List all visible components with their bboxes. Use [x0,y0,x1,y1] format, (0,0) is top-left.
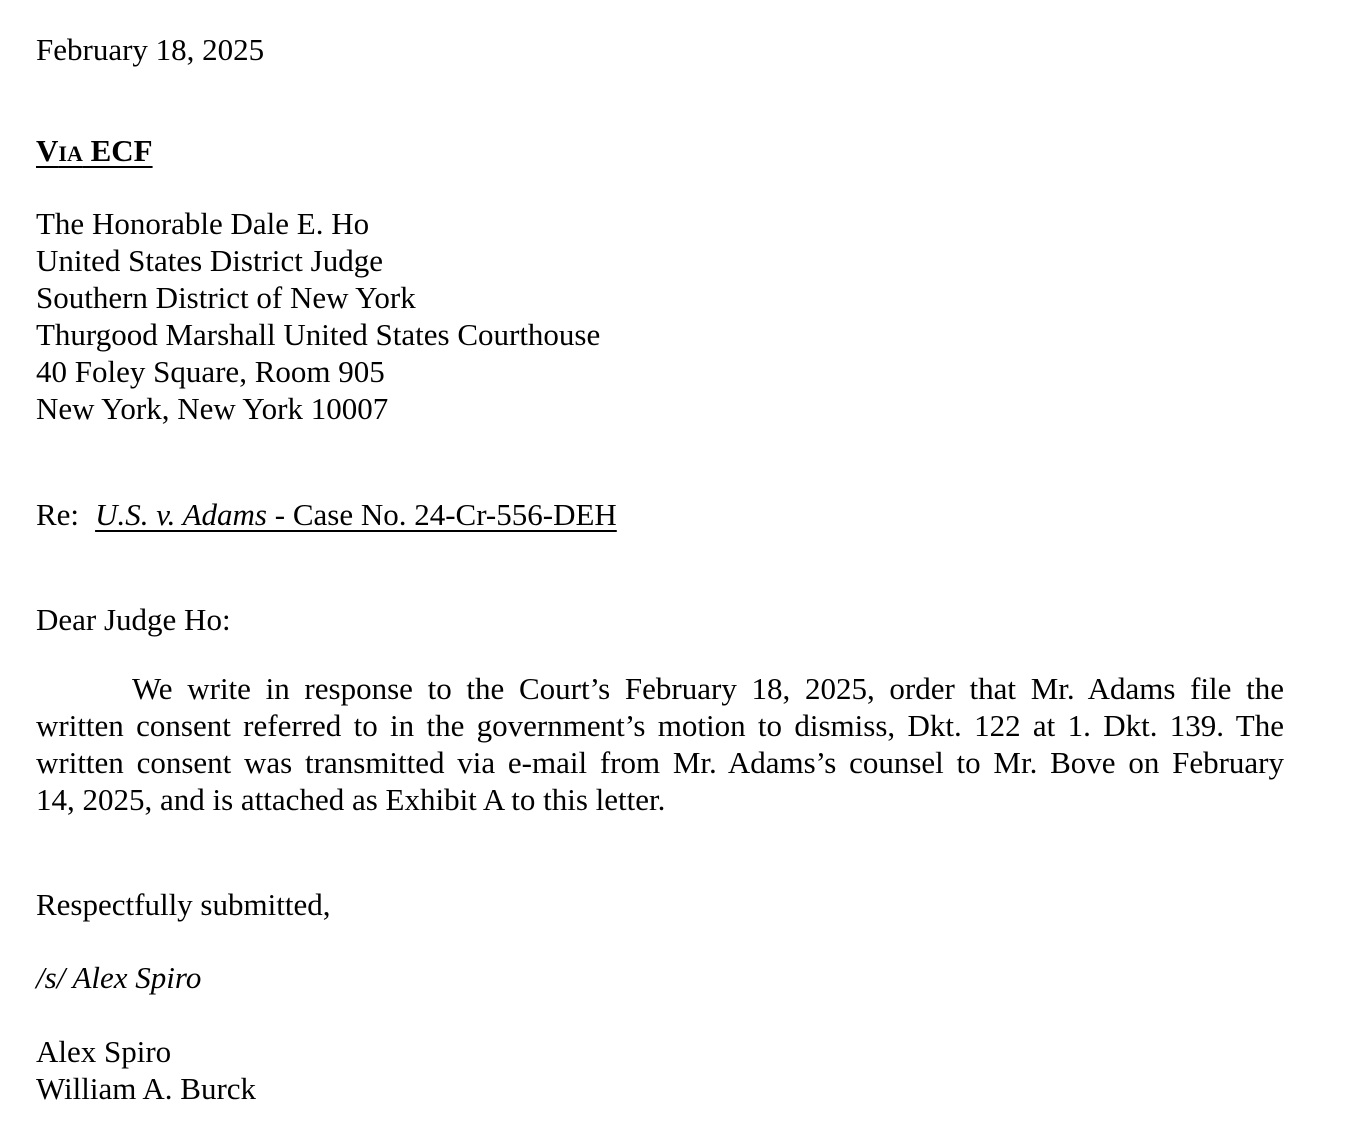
addressee-line: United States District Judge [36,243,383,278]
delivery-small-caps: IA [58,141,83,166]
body-line: written consent was transmitted via e-mail from Mr. Adams’s counsel to Mr. Bove on February [36,745,1284,780]
body-line-text: We write in response to the Court’s February 18, 2025, order that Mr. Adams file the [132,671,1284,706]
delivery-method [36,132,153,172]
salutation: Dear Judge Ho: [36,602,231,637]
body-line: written consent referred to in the government’s motion to dismiss, Dkt. 122 at 1. Dkt. 139. The [36,708,1284,743]
body-line: 14, 2025, and is attached as Exhibit A to this letter. [36,782,666,817]
re-case-name: U.S. v. Adams [95,497,267,532]
re-subject [95,497,617,532]
addressee-line: Thurgood Marshall United States Courthouse [36,317,601,352]
addressee-line: New York, New York 10007 [36,391,389,426]
addressee-line: Southern District of New York [36,280,416,315]
signer-name: Alex Spiro [36,1034,172,1069]
delivery-rest: ECF [82,133,153,168]
delivery-first-letter: V [36,133,59,168]
re-line [36,496,617,533]
signer-name: William A. Burck [36,1071,257,1106]
body-line [36,670,1284,707]
signature: /s/ Alex Spiro [36,960,202,995]
addressee-line: The Honorable Dale E. Ho [36,206,370,241]
closing: Respectfully submitted, [36,887,331,922]
addressee-line: 40 Foley Square, Room 905 [36,354,385,389]
letter-date: February 18, 2025 [36,32,265,67]
re-case-number: - Case No. 24-Cr-556-DEH [267,497,617,532]
body-paragraph [36,670,1284,818]
re-label: Re: [36,497,80,532]
